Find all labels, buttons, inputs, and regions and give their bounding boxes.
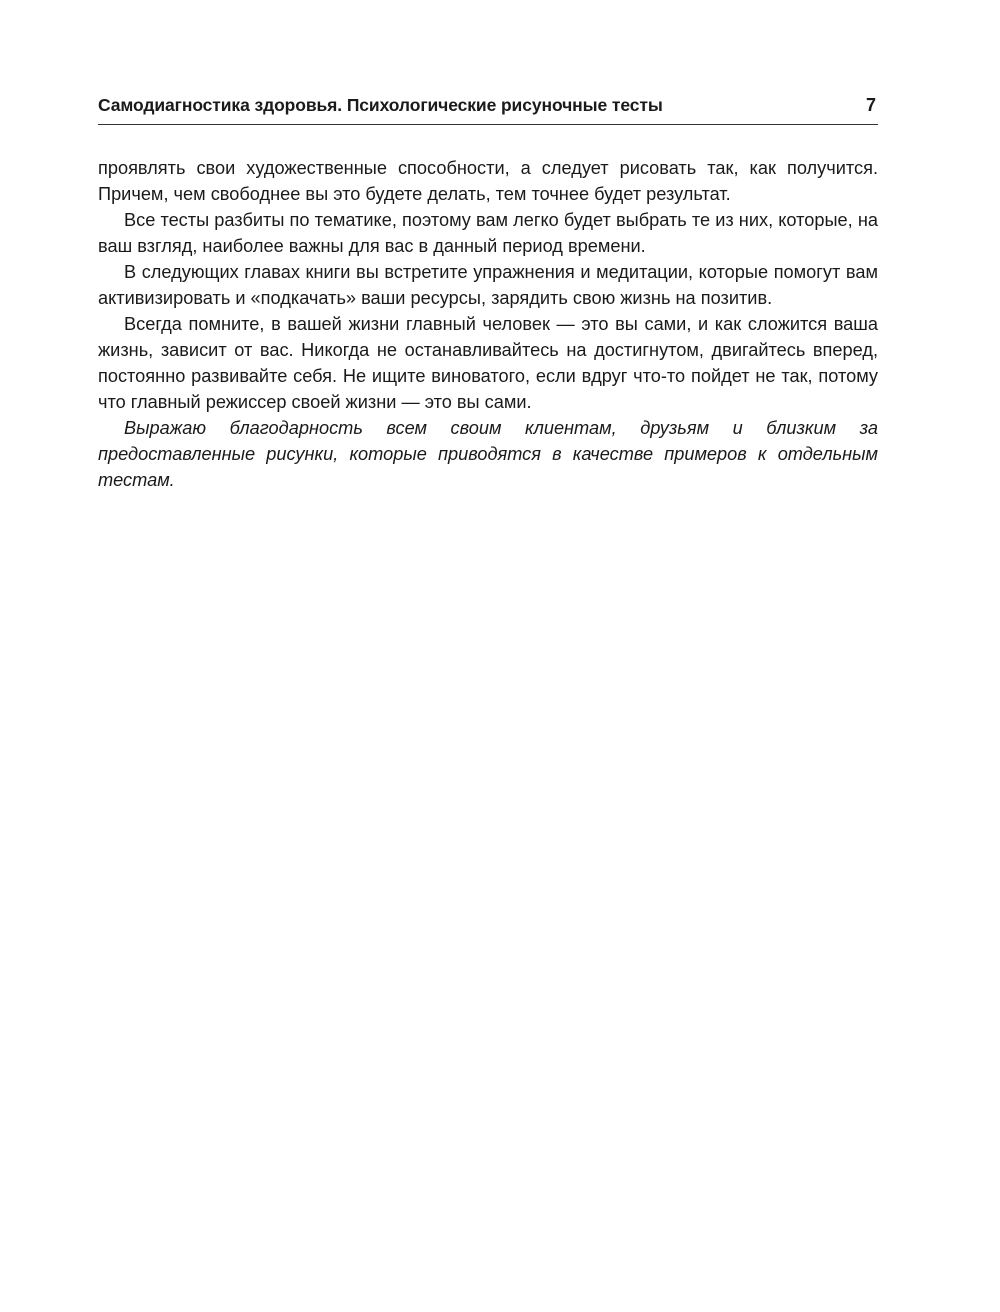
running-header (98, 92, 878, 125)
body-text (98, 155, 878, 493)
paragraph-continuation: проявлять свои художественные способности, а следует рисовать так, как получится. Причем, чем свободнее вы это будете делать, тем точнее будет результат. (98, 158, 878, 204)
paragraph-acknowledgement: Выражаю благодарность всем своим клиентам, друзьям и близким за предоставленные рисунки, которые приводятся в качестве примеров к отдельным тестам. (98, 418, 878, 490)
book-page (98, 0, 878, 1312)
page-number: 7 (865, 95, 876, 115)
paragraph-remember: Всегда помните, в вашей жизни главный человек — это вы сами, и как сложится ваша жизнь, зависит от вас. Никогда не останавливайтесь на достигнутом, двигайтесь вперед, постоянно развивайте себя. Не ищите виноватого, если вдруг что-то пойдет не так, потому что главный режиссер своей жизни — это вы сами. (98, 314, 878, 412)
running-header-title: Самодиагностика здоровья. Психологические рисуночные тесты (98, 95, 663, 115)
paragraph-next-chapters: В следующих главах книги вы встретите упражнения и медитации, которые помогут вам активизировать и «подкачать» ваши ресурсы, зарядить свою жизнь на позитив. (98, 262, 878, 308)
paragraph-tests-topics: Все тесты разбиты по тематике, поэтому вам легко будет выбрать те из них, которые, на ваш взгляд, наиболее важны для вас в данный период времени. (98, 210, 878, 256)
